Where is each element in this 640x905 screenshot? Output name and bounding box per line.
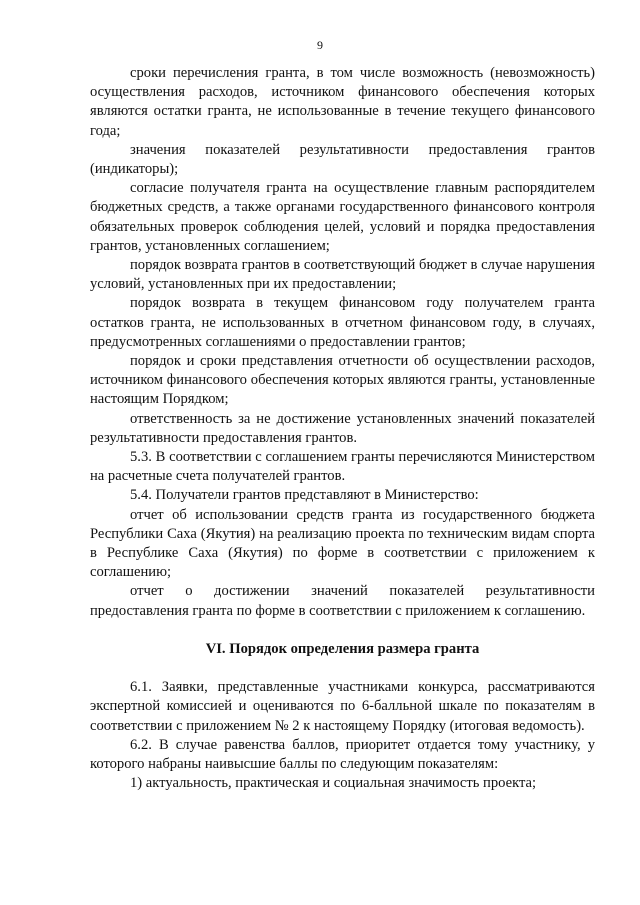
paragraph: отчет о достижении значений показателей результативности предоставления гранта по форме в соответствии с приложением к соглашению. (90, 583, 595, 619)
paragraph: 5.3. В соответствии с соглашением гранты перечисляются Министерством на расчетные счета получателей грантов. (90, 449, 595, 485)
paragraph: порядок возврата в текущем финансовом году получателем гранта остатков гранта, не использованных в отчетном финансовом году, в случаях, предусмотренных соглашениями о предоставлении грантов; (90, 295, 595, 350)
paragraph: сроки перечисления гранта, в том числе возможность (невозможность) осуществления расходов, источником финансового обеспечения которых являются остатки гранта, не использованные в течение текущего финансового года; (90, 65, 595, 139)
paragraph: порядок возврата грантов в соответствующий бюджет в случае нарушения условий, установленных при их предоставлении; (90, 257, 595, 293)
page-content (90, 64, 595, 793)
paragraph: 5.4. Получатели грантов представляют в Министерство: (130, 487, 479, 504)
section-heading: VI. Порядок определения размера гранта (205, 640, 480, 657)
paragraph: отчет об использовании средств гранта из государственного бюджета Республики Саха (Якутия) на реализацию проекта по техническим видам спорта в Республике Саха (Якутия) по форме в соответствии с приложением к соглашению; (90, 506, 595, 581)
paragraph: 6.2. В случае равенства баллов, приоритет отдается тому участнику, у которого набраны наивысшие баллы по следующим показателям: (90, 736, 595, 772)
paragraph: 1) актуальность, практическая и социальная значимость проекта; (130, 775, 537, 792)
paragraph: 6.1. Заявки, представленные участниками конкурса, рассматриваются экспертной комиссией и оцениваются по 6-балльной шкале по показателям в соответствии с приложением № 2 к настоящему Порядку (итоговая ведомость). (90, 679, 595, 734)
paragraph: порядок и сроки представления отчетности об осуществлении расходов, источником финансового обеспечения которых являются гранты, установленные настоящим Порядком; (90, 353, 595, 408)
paragraph: значения показателей результативности предоставления грантов (индикаторы); (90, 141, 595, 178)
page-number: 9 (317, 38, 323, 52)
paragraph: ответственность за не достижение установленных значений показателей результативности предоставления грантов. (90, 410, 595, 446)
paragraph: согласие получателя гранта на осуществление главным распорядителем бюджетных средств, а также органами государственного финансового контроля обязательных проверок соблюдения целей, условий и порядка предоставления грантов, установленных соглашением; (90, 180, 595, 254)
